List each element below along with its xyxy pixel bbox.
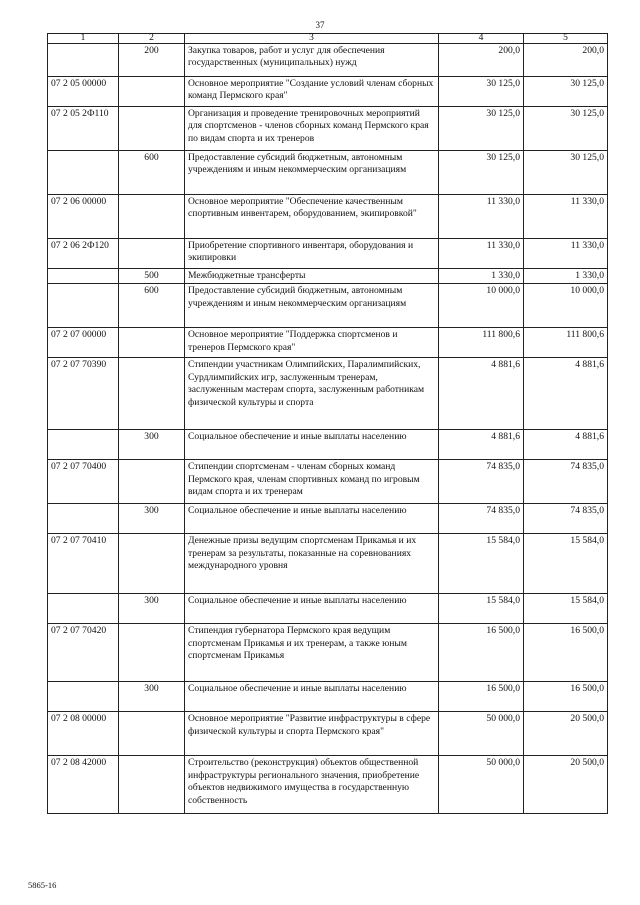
value-col5-cell: 15 584,0 [524, 594, 608, 624]
value-col5-cell: 11 330,0 [524, 195, 608, 239]
name-cell: Приобретение спортивного инвентаря, оборудования и экипировки [185, 239, 439, 269]
expense-type-cell: 500 [119, 269, 185, 284]
name-cell: Стипендии участникам Олимпийских, Паралимпийских, Сурдлимпийских игр, заслуженным тренерам, заслуженным мастерам спорта, заслуженным работникам физической культуры и спорта [185, 358, 439, 430]
value-col4-cell: 11 330,0 [439, 239, 524, 269]
expense-type-cell [119, 107, 185, 151]
code-cell [48, 151, 119, 195]
code-cell: 07 2 07 70400 [48, 460, 119, 504]
value-col4-cell: 200,0 [439, 44, 524, 77]
code-cell: 07 2 05 00000 [48, 77, 119, 107]
expense-type-cell [119, 534, 185, 594]
code-cell [48, 430, 119, 460]
name-cell: Строительство (реконструкция) объектов общественной инфраструктуры регионального значения, приобретение объектов недвижимого имущества в государственную собственность [185, 756, 439, 814]
name-cell: Стипендия губернатора Пермского края ведущим спортсменам Прикамья и их тренерам, а также юным спортсменам Прикамья [185, 624, 439, 682]
name-cell: Основное мероприятие "Поддержка спортсменов и тренеров Пермского края" [185, 328, 439, 358]
expense-type-cell [119, 239, 185, 269]
value-col4-cell: 10 000,0 [439, 284, 524, 328]
name-cell: Социальное обеспечение и иные выплаты населению [185, 504, 439, 534]
value-col4-cell: 30 125,0 [439, 107, 524, 151]
name-cell: Основное мероприятие "Обеспечение качественным спортивным инвентарем, оборудованием, экипировкой" [185, 195, 439, 239]
table-row [48, 77, 608, 107]
name-cell: Стипендии спортсменам - членам сборных команд Пермского края, членам спортивных команд по игровым видам спорта и их тренерам [185, 460, 439, 504]
code-cell: 07 2 07 70390 [48, 358, 119, 430]
expense-type-cell: 300 [119, 504, 185, 534]
name-cell: Основное мероприятие "Создание условий членам сборных команд Пермского края" [185, 77, 439, 107]
table-row [48, 358, 608, 430]
name-cell: Социальное обеспечение и иные выплаты населению [185, 682, 439, 712]
value-col5-cell: 30 125,0 [524, 151, 608, 195]
expense-type-cell [119, 624, 185, 682]
table-row [48, 594, 608, 624]
table-row [48, 460, 608, 504]
code-cell: 07 2 07 70420 [48, 624, 119, 682]
value-col5-cell: 10 000,0 [524, 284, 608, 328]
table-row [48, 44, 608, 77]
name-cell: Организация и проведение тренировочных мероприятий для спортсменов - членов сборных команд Пермского края по видам спорта и их тренеров [185, 107, 439, 151]
value-col5-cell: 16 500,0 [524, 624, 608, 682]
page-number: 37 [315, 20, 325, 30]
code-cell: 07 2 07 00000 [48, 328, 119, 358]
value-col4-cell: 50 000,0 [439, 756, 524, 814]
code-cell: 07 2 05 2Ф110 [48, 107, 119, 151]
value-col4-cell: 74 835,0 [439, 504, 524, 534]
table-row [48, 269, 608, 284]
value-col5-cell: 74 835,0 [524, 460, 608, 504]
name-cell: Межбюджетные трансферты [185, 269, 439, 284]
code-cell: 07 2 08 42000 [48, 756, 119, 814]
value-col5-cell: 30 125,0 [524, 77, 608, 107]
code-cell: 07 2 06 00000 [48, 195, 119, 239]
value-col5-cell: 4 881,6 [524, 430, 608, 460]
column-header: 1 [48, 34, 119, 44]
value-col5-cell: 111 800,6 [524, 328, 608, 358]
name-cell: Социальное обеспечение и иные выплаты населению [185, 430, 439, 460]
value-col4-cell: 15 584,0 [439, 534, 524, 594]
value-col4-cell: 30 125,0 [439, 77, 524, 107]
expense-type-cell [119, 77, 185, 107]
value-col5-cell: 16 500,0 [524, 682, 608, 712]
table-row [48, 682, 608, 712]
table-row [48, 284, 608, 328]
expense-type-cell: 300 [119, 682, 185, 712]
name-cell: Денежные призы ведущим спортсменам Прикамья и их тренерам за результаты, показанные на соревнованиях международного уровня [185, 534, 439, 594]
table-row [48, 430, 608, 460]
expense-type-cell: 600 [119, 151, 185, 195]
table-row [48, 107, 608, 151]
expense-type-cell: 200 [119, 44, 185, 77]
code-cell: 07 2 07 70410 [48, 534, 119, 594]
code-cell [48, 44, 119, 77]
value-col4-cell: 1 330,0 [439, 269, 524, 284]
expense-type-cell [119, 358, 185, 430]
value-col5-cell: 1 330,0 [524, 269, 608, 284]
expense-type-cell: 300 [119, 594, 185, 624]
value-col4-cell: 111 800,6 [439, 328, 524, 358]
value-col4-cell: 4 881,6 [439, 358, 524, 430]
expense-type-cell [119, 756, 185, 814]
name-cell: Закупка товаров, работ и услуг для обеспечения государственных (муниципальных) нужд [185, 44, 439, 77]
value-col4-cell: 16 500,0 [439, 682, 524, 712]
name-cell: Предоставление субсидий бюджетным, автономным учреждениям и иным некоммерческим организациям [185, 284, 439, 328]
value-col5-cell: 30 125,0 [524, 107, 608, 151]
value-col4-cell: 74 835,0 [439, 460, 524, 504]
code-cell: 07 2 08 00000 [48, 712, 119, 756]
value-col4-cell: 30 125,0 [439, 151, 524, 195]
code-cell: 07 2 06 2Ф120 [48, 239, 119, 269]
column-header: 4 [439, 34, 524, 44]
expense-type-cell: 300 [119, 430, 185, 460]
expense-type-cell [119, 328, 185, 358]
value-col5-cell: 4 881,6 [524, 358, 608, 430]
value-col4-cell: 15 584,0 [439, 594, 524, 624]
code-cell [48, 504, 119, 534]
table-row [48, 195, 608, 239]
expense-type-cell [119, 712, 185, 756]
table-row [48, 151, 608, 195]
column-header: 3 [185, 34, 439, 44]
value-col4-cell: 50 000,0 [439, 712, 524, 756]
name-cell: Основное мероприятие "Развитие инфраструктуры в сфере физической культуры и спорта Пермского края" [185, 712, 439, 756]
value-col5-cell: 20 500,0 [524, 712, 608, 756]
value-col5-cell: 74 835,0 [524, 504, 608, 534]
code-cell [48, 682, 119, 712]
table-row [48, 239, 608, 269]
expense-type-cell [119, 460, 185, 504]
code-cell [48, 269, 119, 284]
code-cell [48, 594, 119, 624]
table-row [48, 534, 608, 594]
budget-table [47, 33, 608, 814]
expense-type-cell: 600 [119, 284, 185, 328]
table-row [48, 756, 608, 814]
expense-type-cell [119, 195, 185, 239]
table-row [48, 712, 608, 756]
table-row [48, 504, 608, 534]
table-row [48, 624, 608, 682]
table-row [48, 328, 608, 358]
value-col4-cell: 16 500,0 [439, 624, 524, 682]
name-cell: Предоставление субсидий бюджетным, автономным учреждениям и иным некоммерческим организациям [185, 151, 439, 195]
value-col5-cell: 11 330,0 [524, 239, 608, 269]
value-col4-cell: 4 881,6 [439, 430, 524, 460]
code-cell [48, 284, 119, 328]
value-col5-cell: 15 584,0 [524, 534, 608, 594]
value-col5-cell: 200,0 [524, 44, 608, 77]
value-col5-cell: 20 500,0 [524, 756, 608, 814]
column-header: 5 [524, 34, 608, 44]
document-code: 5865-16 [28, 880, 57, 890]
column-number-row [48, 34, 608, 44]
name-cell: Социальное обеспечение и иные выплаты населению [185, 594, 439, 624]
value-col4-cell: 11 330,0 [439, 195, 524, 239]
column-header: 2 [119, 34, 185, 44]
